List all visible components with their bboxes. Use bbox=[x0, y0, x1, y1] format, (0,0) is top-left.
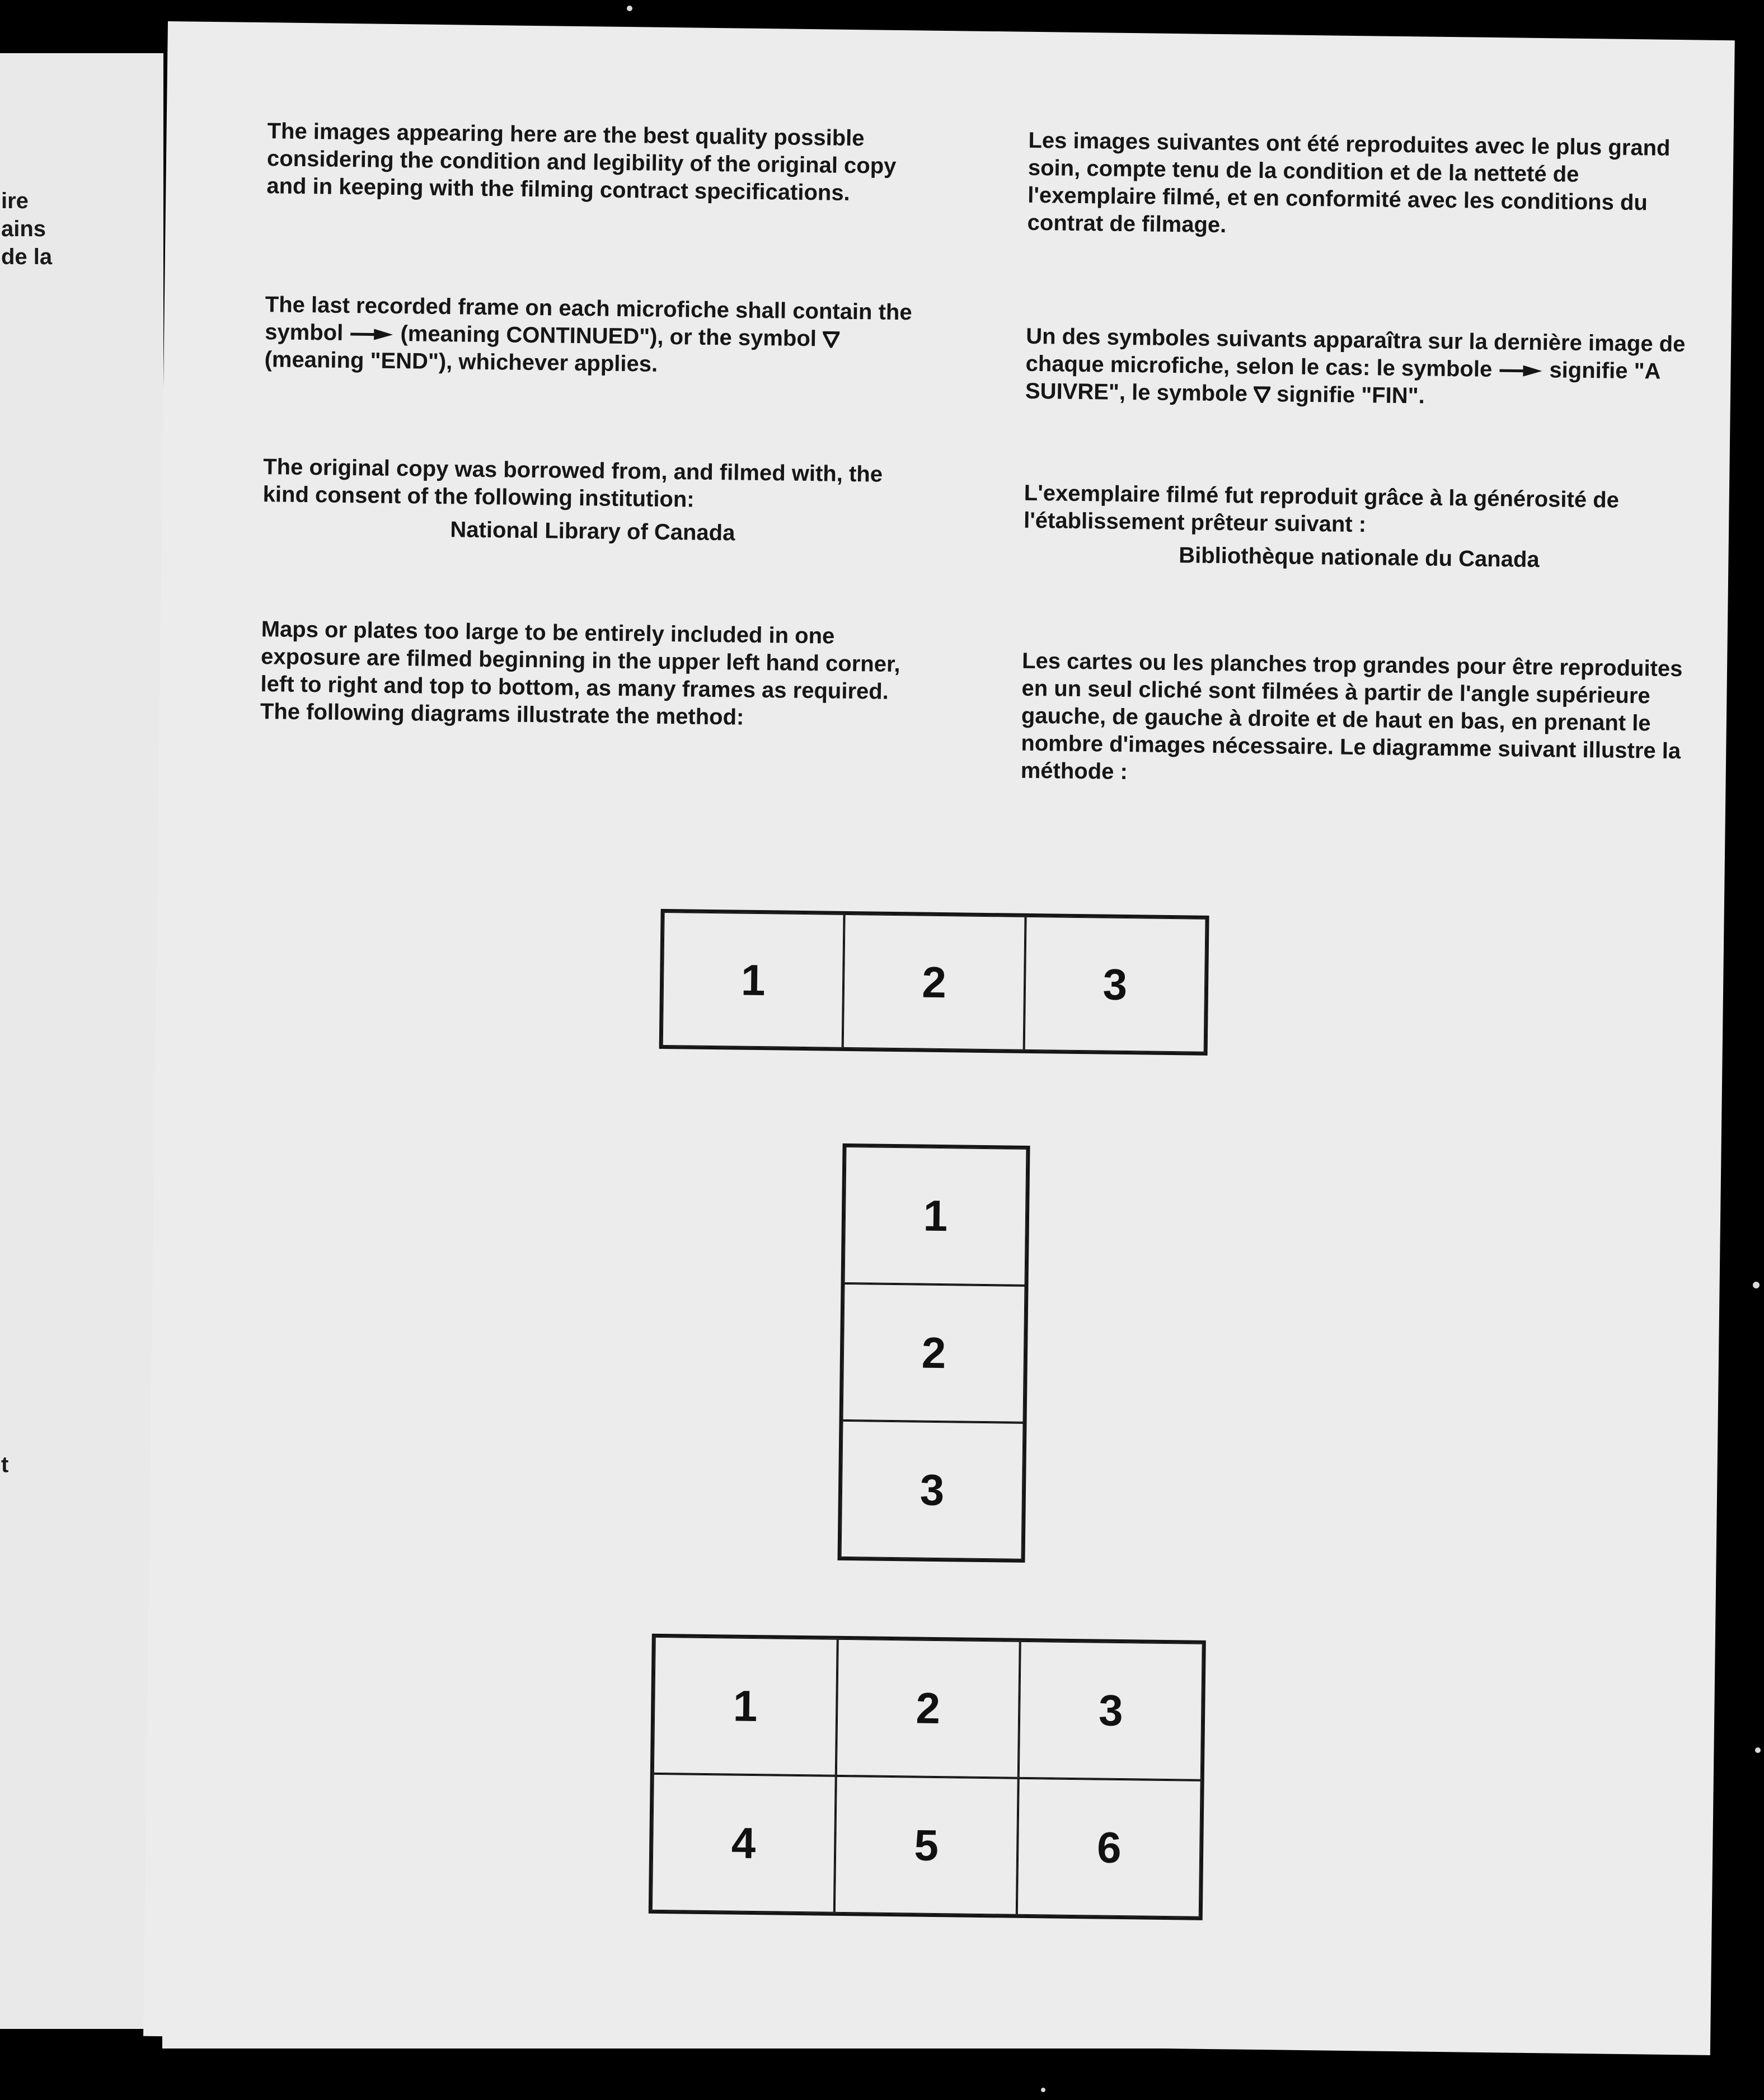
film-speck bbox=[627, 6, 632, 11]
column-diagram-cell: 2 bbox=[842, 1283, 1026, 1423]
grid-diagram-cell: 5 bbox=[834, 1776, 1019, 1915]
maps-paragraph-en bbox=[260, 616, 922, 733]
grid-diagram-cell: 1 bbox=[653, 1637, 838, 1776]
symbol-text-en-a: The last recorded frame on each microfiche shall contain the symbol bbox=[264, 292, 912, 345]
symbol-paragraph-en bbox=[264, 291, 926, 381]
row-diagram-cell: 3 bbox=[1024, 916, 1206, 1053]
film-speck bbox=[1755, 1747, 1761, 1753]
row-diagram-cell: 1 bbox=[662, 912, 845, 1048]
previous-page-fragment: de la bbox=[1, 245, 53, 269]
borrowed-text-fr: L'exemplaire filmé fut reproduit grâce à la générosité de l'établissement prêteur suivant : bbox=[1023, 480, 1620, 537]
symbol-text-en-c: or the symbol bbox=[669, 324, 817, 351]
institution-paragraph-fr bbox=[1023, 480, 1696, 576]
symbol-text-en-b: (meaning CONTINUED"), bbox=[400, 321, 664, 349]
symbol-text-fr-b: signifie "A SUIVRE", le symbole bbox=[1025, 358, 1660, 406]
column-diagram-cell: 3 bbox=[841, 1421, 1024, 1560]
institution-paragraph-en bbox=[262, 453, 924, 549]
grid-diagram-cell: 4 bbox=[651, 1774, 836, 1913]
previous-page-fragment: ains bbox=[1, 217, 46, 241]
grid-diagram-cell: 3 bbox=[1019, 1641, 1203, 1780]
french-column bbox=[1027, 127, 1700, 245]
end-triangle-icon bbox=[823, 331, 839, 348]
film-speck bbox=[1753, 1282, 1760, 1288]
institution-name-fr: Bibliothèque nationale du Canada bbox=[1178, 543, 1540, 573]
column-diagram bbox=[837, 1143, 1030, 1563]
maps-text-fr: Les cartes ou les planches trop grandes pour être reproduites en un seul cliché sont filmées à partir de l'angle supérieure gauche, de gauche à droite et de haut en bas, en prenant le nombre d'images nécessaire. Le diagramme suivant illustre la méthode : bbox=[1020, 648, 1683, 785]
previous-page-fragment: ire bbox=[1, 189, 29, 213]
maps-paragraph-fr bbox=[1020, 648, 1693, 793]
film-speck bbox=[1041, 2088, 1045, 2092]
row-diagram-cell: 2 bbox=[843, 914, 1025, 1051]
maps-text-en: Maps or plates too large to be entirely included in one exposure are filmed beginning in the upper left hand corner, left to right and top to bottom, as many frames as required. The following diagrams illustrate the method: bbox=[260, 617, 900, 730]
row-diagram bbox=[659, 909, 1209, 1056]
borrowed-text-en: The original copy was borrowed from, and filmed with, the kind consent of the following institution: bbox=[262, 454, 883, 512]
continued-arrow-icon bbox=[349, 327, 394, 341]
previous-page-edge bbox=[0, 53, 163, 2029]
fin-triangle-icon bbox=[1254, 386, 1270, 403]
grid-diagram-cell: 2 bbox=[836, 1639, 1020, 1778]
quality-paragraph-en: The images appearing here are the best quality possible considering the condition and legibility of the original copy and in keeping with the filming contract specifications. bbox=[266, 119, 897, 205]
symbol-text-fr-c: signifie "FIN". bbox=[1276, 382, 1425, 409]
quality-paragraph-fr: Les images suivantes ont été reproduites avec le plus grand soin, compte tenu de la condition et de la netteté de l'exemplaire filmé, et en conformité avec les conditions du contrat de filmage. bbox=[1027, 128, 1671, 238]
a-suivre-arrow-icon bbox=[1498, 364, 1543, 378]
grid-diagram bbox=[649, 1634, 1206, 1920]
symbol-paragraph-fr bbox=[1025, 323, 1698, 414]
document-page bbox=[143, 21, 1735, 2055]
institution-name-en: National Library of Canada bbox=[450, 517, 735, 546]
grid-diagram-cell: 6 bbox=[1017, 1778, 1202, 1918]
previous-page-fragment: t bbox=[1, 1452, 9, 1477]
symbol-text-en-d: (meaning "END"), whichever applies. bbox=[264, 347, 658, 377]
column-diagram-cell: 1 bbox=[844, 1146, 1028, 1286]
english-column bbox=[266, 118, 928, 208]
symbol-text-fr-a: Un des symboles suivants apparaîtra sur la dernière image de chaque microfiche, selon le cas: le symbole bbox=[1025, 324, 1686, 382]
